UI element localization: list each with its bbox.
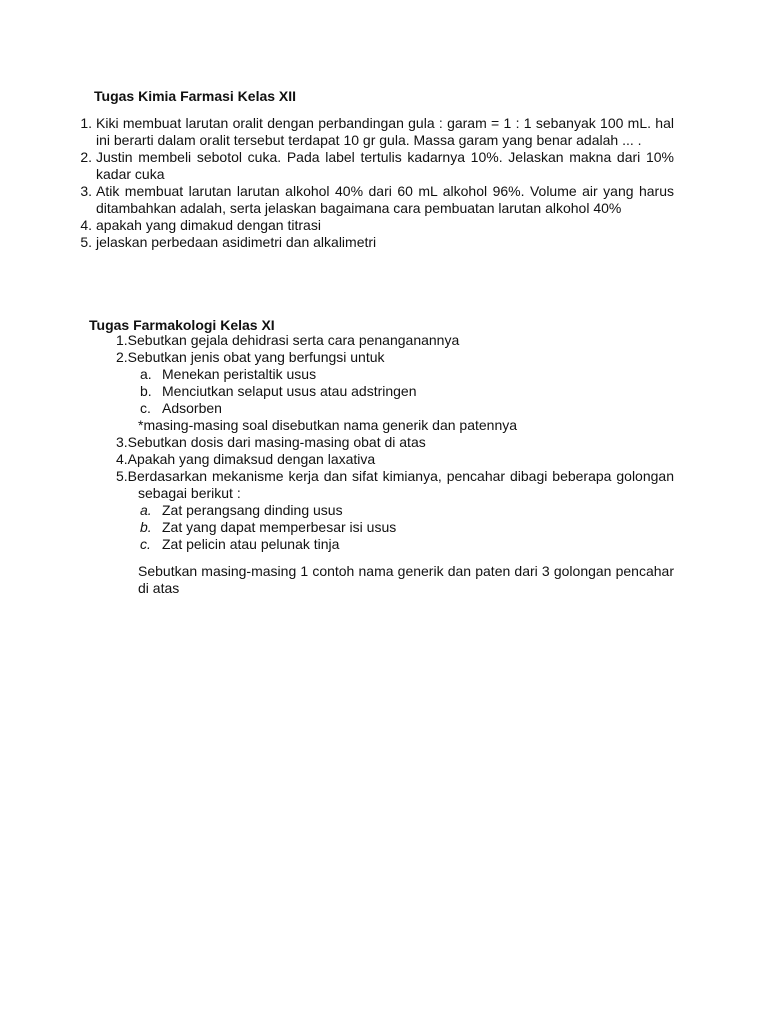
sub-item	[116, 366, 674, 383]
list-item	[72, 115, 674, 149]
item-text: Atik membuat larutan larutan alkohol 40% dari 60 mL alkohol 96%. Volume air yang harus ditambahkan adalah, serta jelaskan bagaimana cara pembuatan larutan alkohol 40%	[96, 183, 674, 216]
question-2: 2.Sebutkan jenis obat yang berfungsi untuk	[116, 349, 385, 365]
question-1: 1.Sebutkan gejala dehidrasi serta cara penanganannya	[116, 332, 460, 348]
sub-item-label: b.	[140, 519, 152, 535]
sub-item	[116, 502, 674, 519]
list-item	[72, 217, 674, 234]
sub-item-text: Adsorben	[162, 400, 222, 416]
list-item	[72, 234, 674, 251]
sub-item-text: Menciutkan selaput usus atau adstringen	[162, 383, 417, 399]
question-5: 5.Berdasarkan mekanisme kerja dan sifat kimianya, pencahar dibagi beberapa golongan sebagai berikut :	[116, 468, 674, 501]
sub-item	[116, 383, 674, 400]
item-number: 2.	[80, 149, 92, 165]
question-4: 4.Apakah yang dimaksud dengan laxativa	[116, 451, 376, 467]
question-3: 3.Sebutkan dosis dari masing-masing obat di atas	[116, 434, 426, 450]
sub-item-text: Zat yang dapat memperbesar isi usus	[162, 519, 397, 535]
sub-item	[116, 536, 674, 553]
sub-item-label: c.	[140, 536, 151, 552]
sub-item-text: Zat pelicin atau pelunak tinja	[162, 536, 340, 552]
item-text: apakah yang dimakud dengan titrasi	[96, 217, 321, 233]
item-text: jelaskan perbedaan asidimetri dan alkalimetri	[96, 234, 377, 250]
section-2-list	[116, 332, 674, 597]
sub-item-label: a.	[140, 366, 152, 382]
sub-item-label: c.	[140, 400, 151, 416]
item-text: Kiki membuat larutan oralit dengan perbandingan gula : garam = 1 : 1 sebanyak 100 mL. hal ini berarti dalam oralit tersebut terdapat 10 gr gula. Massa garam yang benar adalah ... .	[96, 115, 674, 148]
sub-item	[116, 519, 674, 536]
sub-item-label: a.	[140, 502, 152, 518]
section-2-title: Tugas Farmakologi Kelas XI	[89, 317, 275, 333]
sub-item-text: Zat perangsang dinding usus	[162, 502, 343, 518]
sub-item-text: Menekan peristaltik usus	[162, 366, 317, 382]
closing-instruction: Sebutkan masing-masing 1 contoh nama generik dan paten dari 3 golongan pencahar di atas	[138, 563, 674, 596]
item-text: Justin membeli sebotol cuka. Pada label tertulis kadarnya 10%. Jelaskan makna dari 10% kadar cuka	[96, 149, 674, 182]
item-number: 1.	[80, 115, 92, 131]
item-number: 3.	[80, 183, 92, 199]
list-item	[72, 149, 674, 183]
item-number: 5.	[80, 234, 92, 250]
item-number: 4.	[80, 217, 92, 233]
sub-item-label: b.	[140, 383, 152, 399]
sub-item	[116, 400, 674, 417]
section-1-title: Tugas Kimia Farmasi Kelas XII	[94, 88, 297, 104]
list-item	[72, 183, 674, 217]
spacer	[116, 553, 674, 563]
section-1-list	[72, 115, 674, 251]
question-2-note: *masing-masing soal disebutkan nama generik dan patennya	[138, 417, 518, 433]
